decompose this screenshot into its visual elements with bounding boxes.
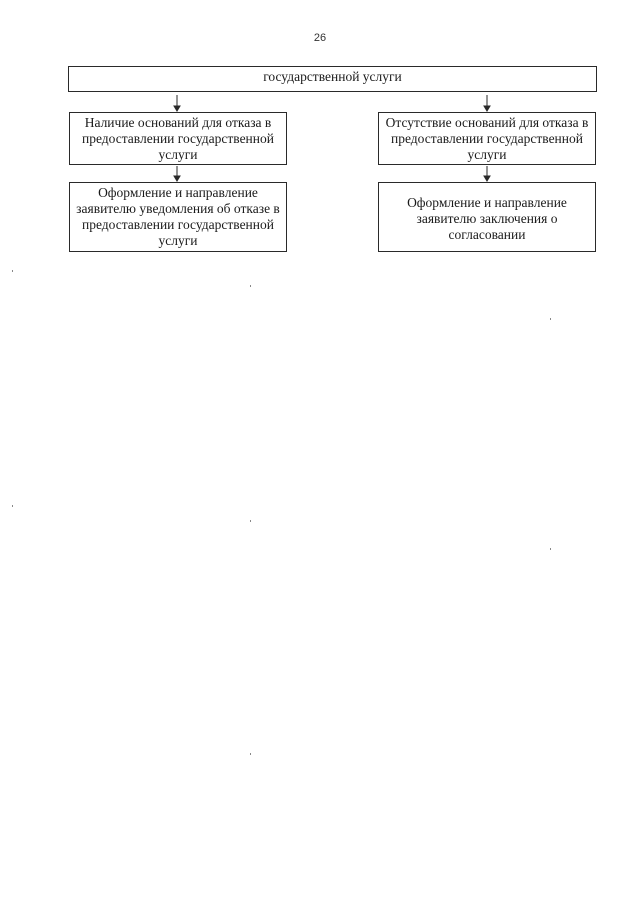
refusal-notice-box: Оформление и направление заявителю уведомления об отказе в предоставлении государственной услуги bbox=[69, 182, 287, 252]
scan-speck bbox=[250, 520, 251, 522]
scan-speck bbox=[12, 270, 13, 272]
arrow-right-condition-to-result bbox=[484, 166, 490, 181]
scan-speck bbox=[250, 753, 251, 755]
arrow-left-condition-to-result bbox=[174, 166, 180, 181]
arrow-top-to-right bbox=[484, 95, 490, 111]
approval-conclusion-box: Оформление и направление заявителю заключения о согласовании bbox=[378, 182, 596, 252]
refusal-grounds-absent-box: Отсутствие оснований для отказа в предоставлении государственной услуги bbox=[378, 112, 596, 165]
scan-speck bbox=[550, 318, 551, 320]
scan-speck bbox=[250, 285, 251, 287]
page-number: 26 bbox=[313, 32, 327, 44]
scan-speck bbox=[550, 548, 551, 550]
process-box-top: государственной услуги bbox=[68, 66, 597, 92]
arrow-top-to-left bbox=[174, 95, 180, 111]
scan-speck bbox=[12, 505, 13, 507]
refusal-grounds-present-box: Наличие оснований для отказа в предоставлении государственной услуги bbox=[69, 112, 287, 165]
